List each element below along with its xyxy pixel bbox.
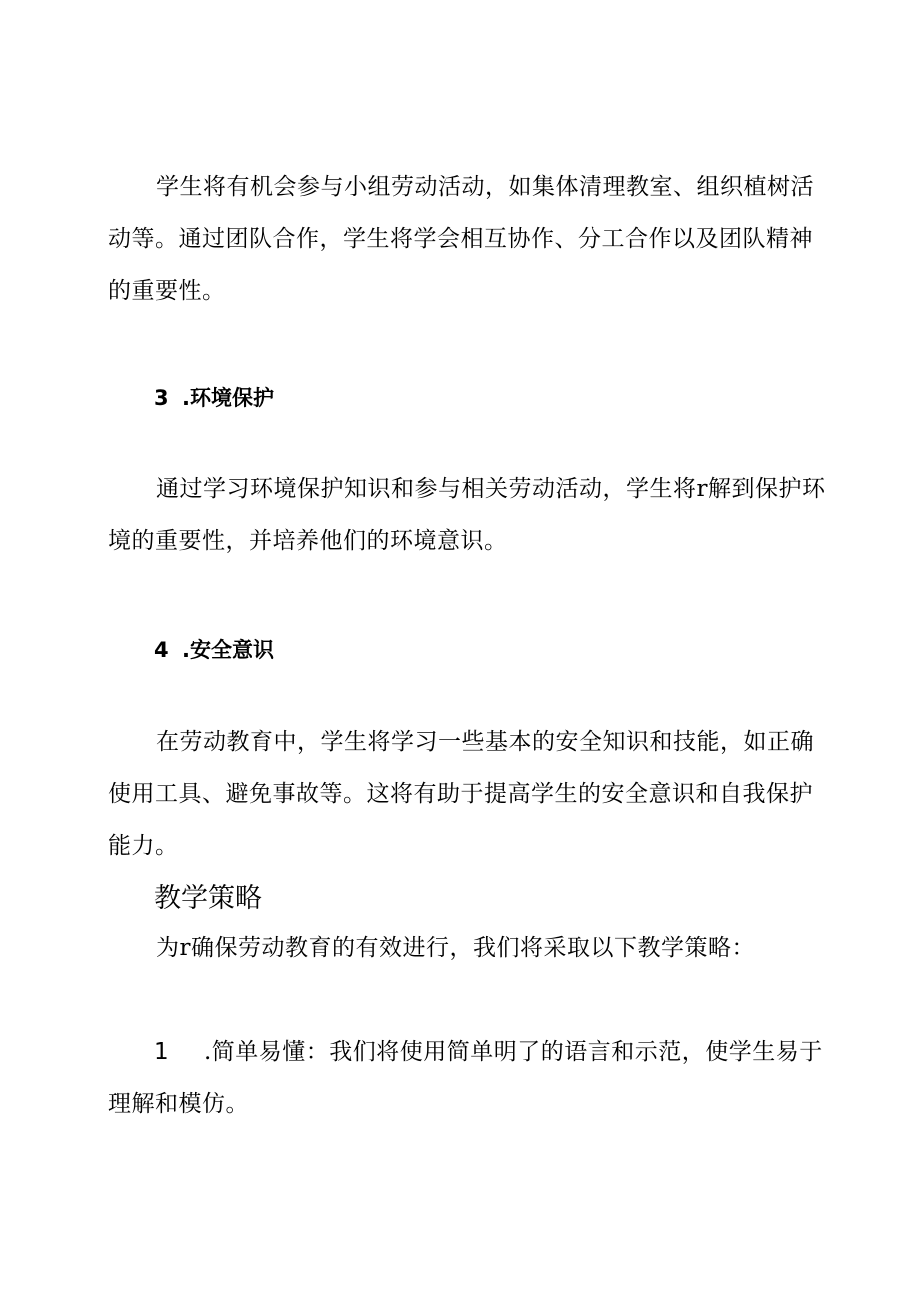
- heading-environment-text: .环境保护: [182, 386, 274, 410]
- list-item-1-text: .简单易懂：我们将使用简单明了的语言和示范，使学生易于理解和模仿。: [108, 1039, 823, 1117]
- heading-safety: [154, 634, 274, 664]
- paragraph-strategy-intro: 为r确保劳动教育的有效进行，我们将采取以下教学策略：: [156, 935, 755, 961]
- heading-safety-text: .安全意识: [182, 638, 274, 662]
- paragraph-environment: 通过学习环境保护知识和参与相关劳动活动，学生将r解到保护环境的重要性，并培养他们的环境意识。: [108, 476, 826, 554]
- paragraph-safety: 在劳动教育中，学生将学习一些基本的安全知识和技能，如正确使用工具、避免事故等。这将有助于提高学生的安全意识和自我保护能力。: [108, 729, 814, 859]
- heading-environment: [154, 382, 274, 412]
- heading-environment-number: 3: [154, 386, 169, 410]
- paragraph-teamwork: 学生将有机会参与小组劳动活动，如集体清理教室、组织植树活动等。通过团队合作，学生将学会相互协作、分工合作以及团队精神的重要性。: [108, 174, 814, 304]
- heading-safety-number: 4: [154, 638, 169, 662]
- section-title-strategy: 教学策略: [154, 883, 262, 914]
- list-item-1-number: 1: [154, 1039, 170, 1065]
- list-item-1: [108, 1026, 828, 1130]
